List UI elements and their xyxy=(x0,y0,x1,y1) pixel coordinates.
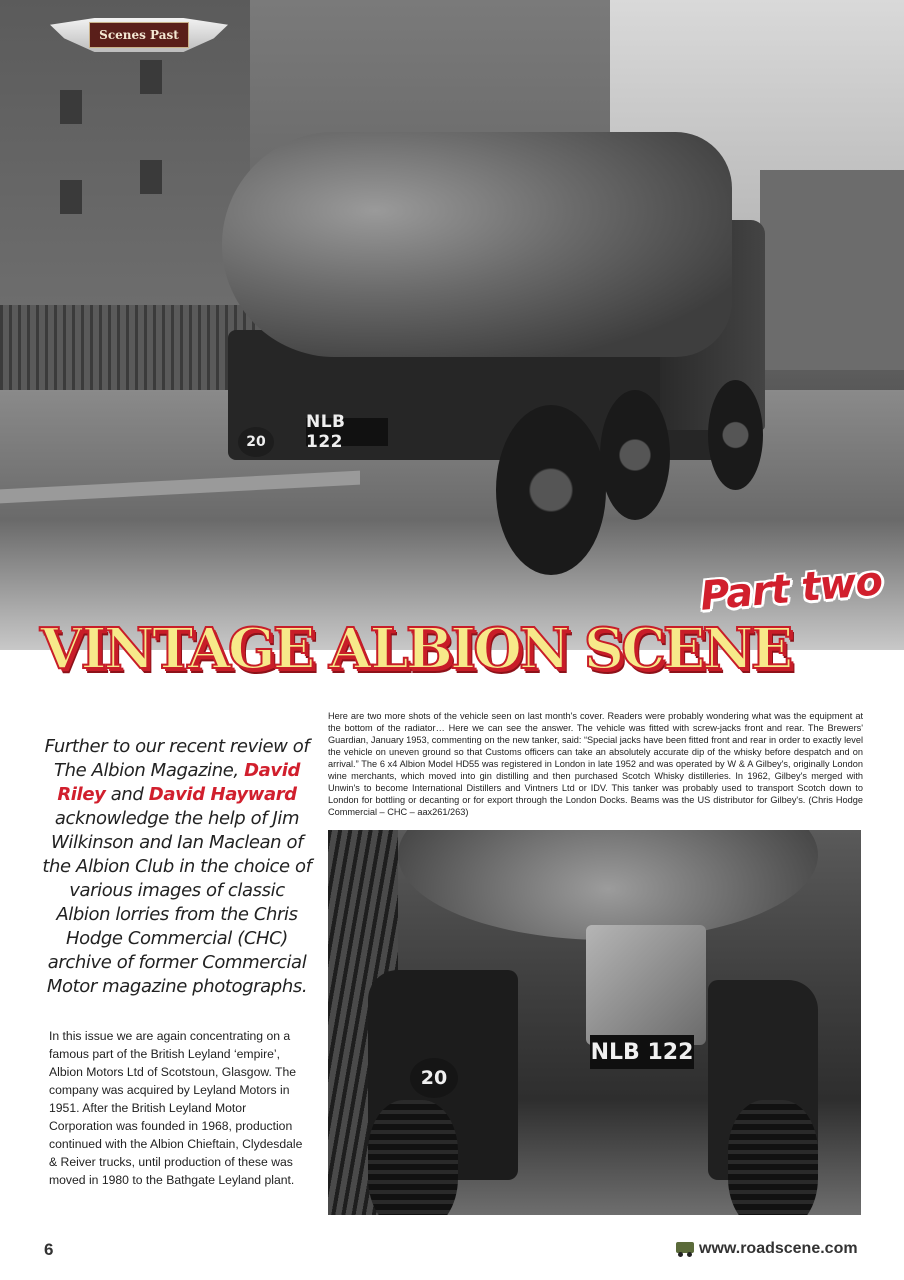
valve-box xyxy=(586,925,706,1045)
number-plate: NLB 122 xyxy=(306,418,388,446)
part-label: Part two xyxy=(698,558,884,620)
window xyxy=(140,160,162,194)
tyre xyxy=(368,1100,458,1215)
speed-disc: 20 xyxy=(238,427,274,457)
window xyxy=(140,60,162,94)
section-badge xyxy=(50,18,228,52)
intro-text: acknowledge the help of Jim Wilkinson and Ian Maclean of the Albion Club in the choice of various images of classic Albion lorries from the Chris Hodge Commercial (CHC) archive of former Commercial Motor magazine photographs. xyxy=(42,808,312,997)
photo-caption: Here are two more shots of the vehicle seen on last month's cover. Readers were probably wondering what was the equipment at the bottom of the radiator… Here we can see the answer. The vehicle was fitted with screw-jacks front and rear. The Brewers' Guardian, January 1953, commenting on the new tanker, said: “Special jacks have been fitted front and rear in order to exactly level the vehicle on uneven ground so that Customs officers can take an absolutely accurate dip of the whisky before despatch and on arrival.” The 6 x4 Albion Model HD55 was registered in London in late 1952 and was operated by W & A Gilbey's, originally London wine merchants, which moved into gin distilling and then purchased Scotch Whisky distilleries. In 1962, Gilbey's merged with Unwin's to become International Distillers and Vintners Ltd or IDV. This tanker was probably used to transport Scotch down to London for bottling or decanting or for export through the London Docks. Beams was the US distributor for Gilbey's. (Chris Hodge Commercial – CHC – aax261/263) xyxy=(328,711,863,817)
building-right xyxy=(760,170,904,370)
body-paragraph: In this issue we are again concentrating on a famous part of the British Leyland ‘empire’, Albion Motors Ltd of Scotstoun, Glasgow. The company was acquired by Leyland Motors in 1951. After the British Leyland Motor Corporation was founded in 1968, production continued with the Albion Chieftain, Clydesdale & Reiver trucks, until production of these was moved in 1980 to the Bathgate Leyland plant. xyxy=(49,1029,303,1187)
page-title: VINTAGE ALBION SCENE xyxy=(40,616,791,682)
intro-text: Further to our recent review of The Albion Magazine, xyxy=(44,736,310,781)
intro-joiner: and xyxy=(110,784,144,805)
page-number: 6 xyxy=(44,1240,54,1259)
speed-disc: 20 xyxy=(410,1058,458,1098)
website-footer[interactable] xyxy=(676,1240,858,1258)
tanker-barrel xyxy=(398,830,818,940)
intro-standfirst xyxy=(42,735,312,999)
rear-view-photo xyxy=(328,830,861,1215)
truck-icon xyxy=(676,1241,694,1257)
tanker-barrel xyxy=(222,132,732,357)
wheel xyxy=(708,380,763,490)
wheel xyxy=(496,405,606,575)
window xyxy=(60,90,82,124)
author-name: David Hayward xyxy=(148,784,297,805)
tyre xyxy=(728,1100,818,1215)
author-name: David Riley xyxy=(57,760,300,805)
wheel xyxy=(600,390,670,520)
window xyxy=(60,180,82,214)
number-plate: NLB 122 xyxy=(590,1035,694,1069)
website-link[interactable]: www.roadscene.com xyxy=(699,1240,858,1257)
section-label: Scenes Past xyxy=(89,22,189,48)
